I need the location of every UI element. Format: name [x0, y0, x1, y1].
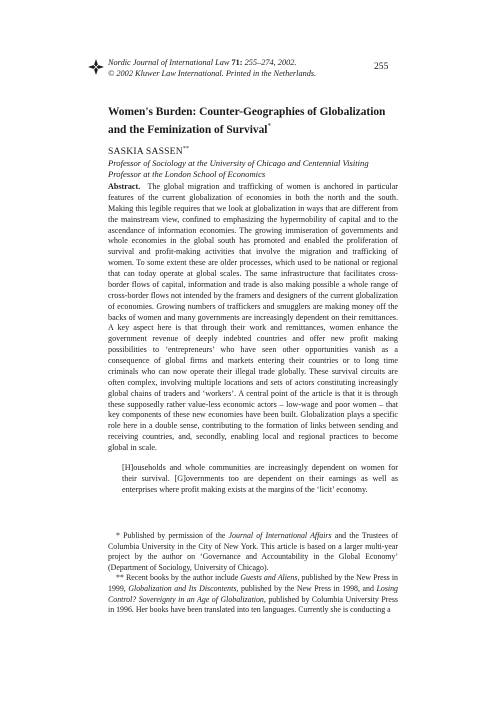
journal-volume: 71:	[231, 58, 243, 67]
footnote-2-mark: **	[116, 573, 124, 583]
journal-citation	[108, 57, 398, 68]
footnote-2-book-3: Losing Control? Sovereignty in an Age of Globalization	[108, 583, 398, 604]
footnote-1-mark: *	[116, 531, 120, 540]
epigraph-quote: [H]ouseholds and whole communities are increasingly dependent on women for their survival. [G]overnments too are dependent on their earnings as well as enterprises where profit making exists at the margins of the ‘licit’ economy.	[122, 463, 398, 494]
abstract-label: Abstract.	[108, 182, 141, 191]
kluwer-logo-icon	[88, 59, 104, 75]
journal-name: Nordic Journal of International Law	[108, 58, 230, 67]
abstract-text: The global migration and trafficking of women is anchored in particular features of the current globalization of economies in both the north and the south. Making this legible requires that we look at globalization in ways that are different from the mainstream view, confined to emphasizing the hypermobility of capital and to the ascendance of information economies. The growing immiseration of governments and whole economies in the global south has promoted and enabled the proliferation of survival and profit-making activities that involve the migration and trafficking of women. To some extent these are older processes, which used to be national or regional that can today operate at global scales. The same infrastructure that facilitates cross-border flows of capital, information and trade is also making possible a whole range of cross-border flows not intended by the framers and designers of the current globalization of economies. Growing numbers of traffickers and smugglers are making money off the backs of women and many governments are increasingly dependent on their remittances. A key aspect here is that through their work and remittances, women enhance the government revenue of deeply indebted countries and offer new profit making possibilities to ‘entrepreneurs’ who have seen other opportunities vanish as a consequence of global firms and markets entering their countries or to long time criminals who can now operate their illegal trade globally. These survival circuits are often complex, involving multiple locations and sets of actors constituting increasingly global chains of traders and ‘workers’. A central point of the article is that it is through these supposedly rather value-less economic actors – low-wage and poor women – that key components of these new economies have been built. Globalization plays a specific role here in a double sense, contributing to the formation of links between sending and receiving countries, and, secondly, enabling local and regional practices to become global in scale.	[108, 182, 399, 452]
title-footnote-mark: *	[267, 122, 271, 130]
footnote-2-text-3: , published by the New Press in 1998, and	[236, 583, 374, 593]
article-title	[108, 105, 400, 137]
footnote-2-book-1: Guests and Aliens	[240, 573, 298, 583]
journal-header	[108, 57, 398, 79]
author-name	[108, 146, 189, 157]
footnote-1-journal: Journal of International Affairs	[228, 531, 332, 540]
footnote-1	[108, 531, 398, 573]
author-footnote-mark: **	[182, 146, 190, 152]
footnote-1-text-cont: and the Trustees of Columbia University in the City of New York. This article is based on a larger multi-year project by the author on ‘Governance and Accountability in the Global Economy’ (Department of Sociology, University of Chicago).	[108, 531, 398, 572]
author-affiliation: Professor of Sociology at the University of Chicago and Centennial Visiting Professor at the London School of Economics	[108, 158, 369, 179]
footnote-1-text: Published by permission of the	[123, 531, 226, 540]
author-text: SASKIA SASSEN	[108, 146, 183, 158]
footnote-2-text: Recent books by the author include	[126, 573, 239, 583]
copyright-line: © 2002 Kluwer Law International. Printed in the Netherlands.	[108, 69, 317, 78]
title-text: Women's Burden: Counter-Geographies of Globalization and the Feminization of Survival	[108, 106, 386, 136]
footnote-2	[108, 573, 398, 615]
footnote-2-text-2: , published by the New Press in 1999,	[108, 573, 398, 593]
page-number: 255	[374, 61, 389, 72]
abstract	[108, 182, 398, 454]
footnotes	[108, 531, 398, 616]
footnote-2-book-2: Globalization and Its Discontents	[128, 583, 237, 593]
footnote-2-text-4: , published by Columbia University Press in 1996. Her books have been translated into ten languages. Currently she is conducting a	[108, 594, 398, 615]
journal-pages: 255–274, 2002.	[244, 58, 297, 67]
